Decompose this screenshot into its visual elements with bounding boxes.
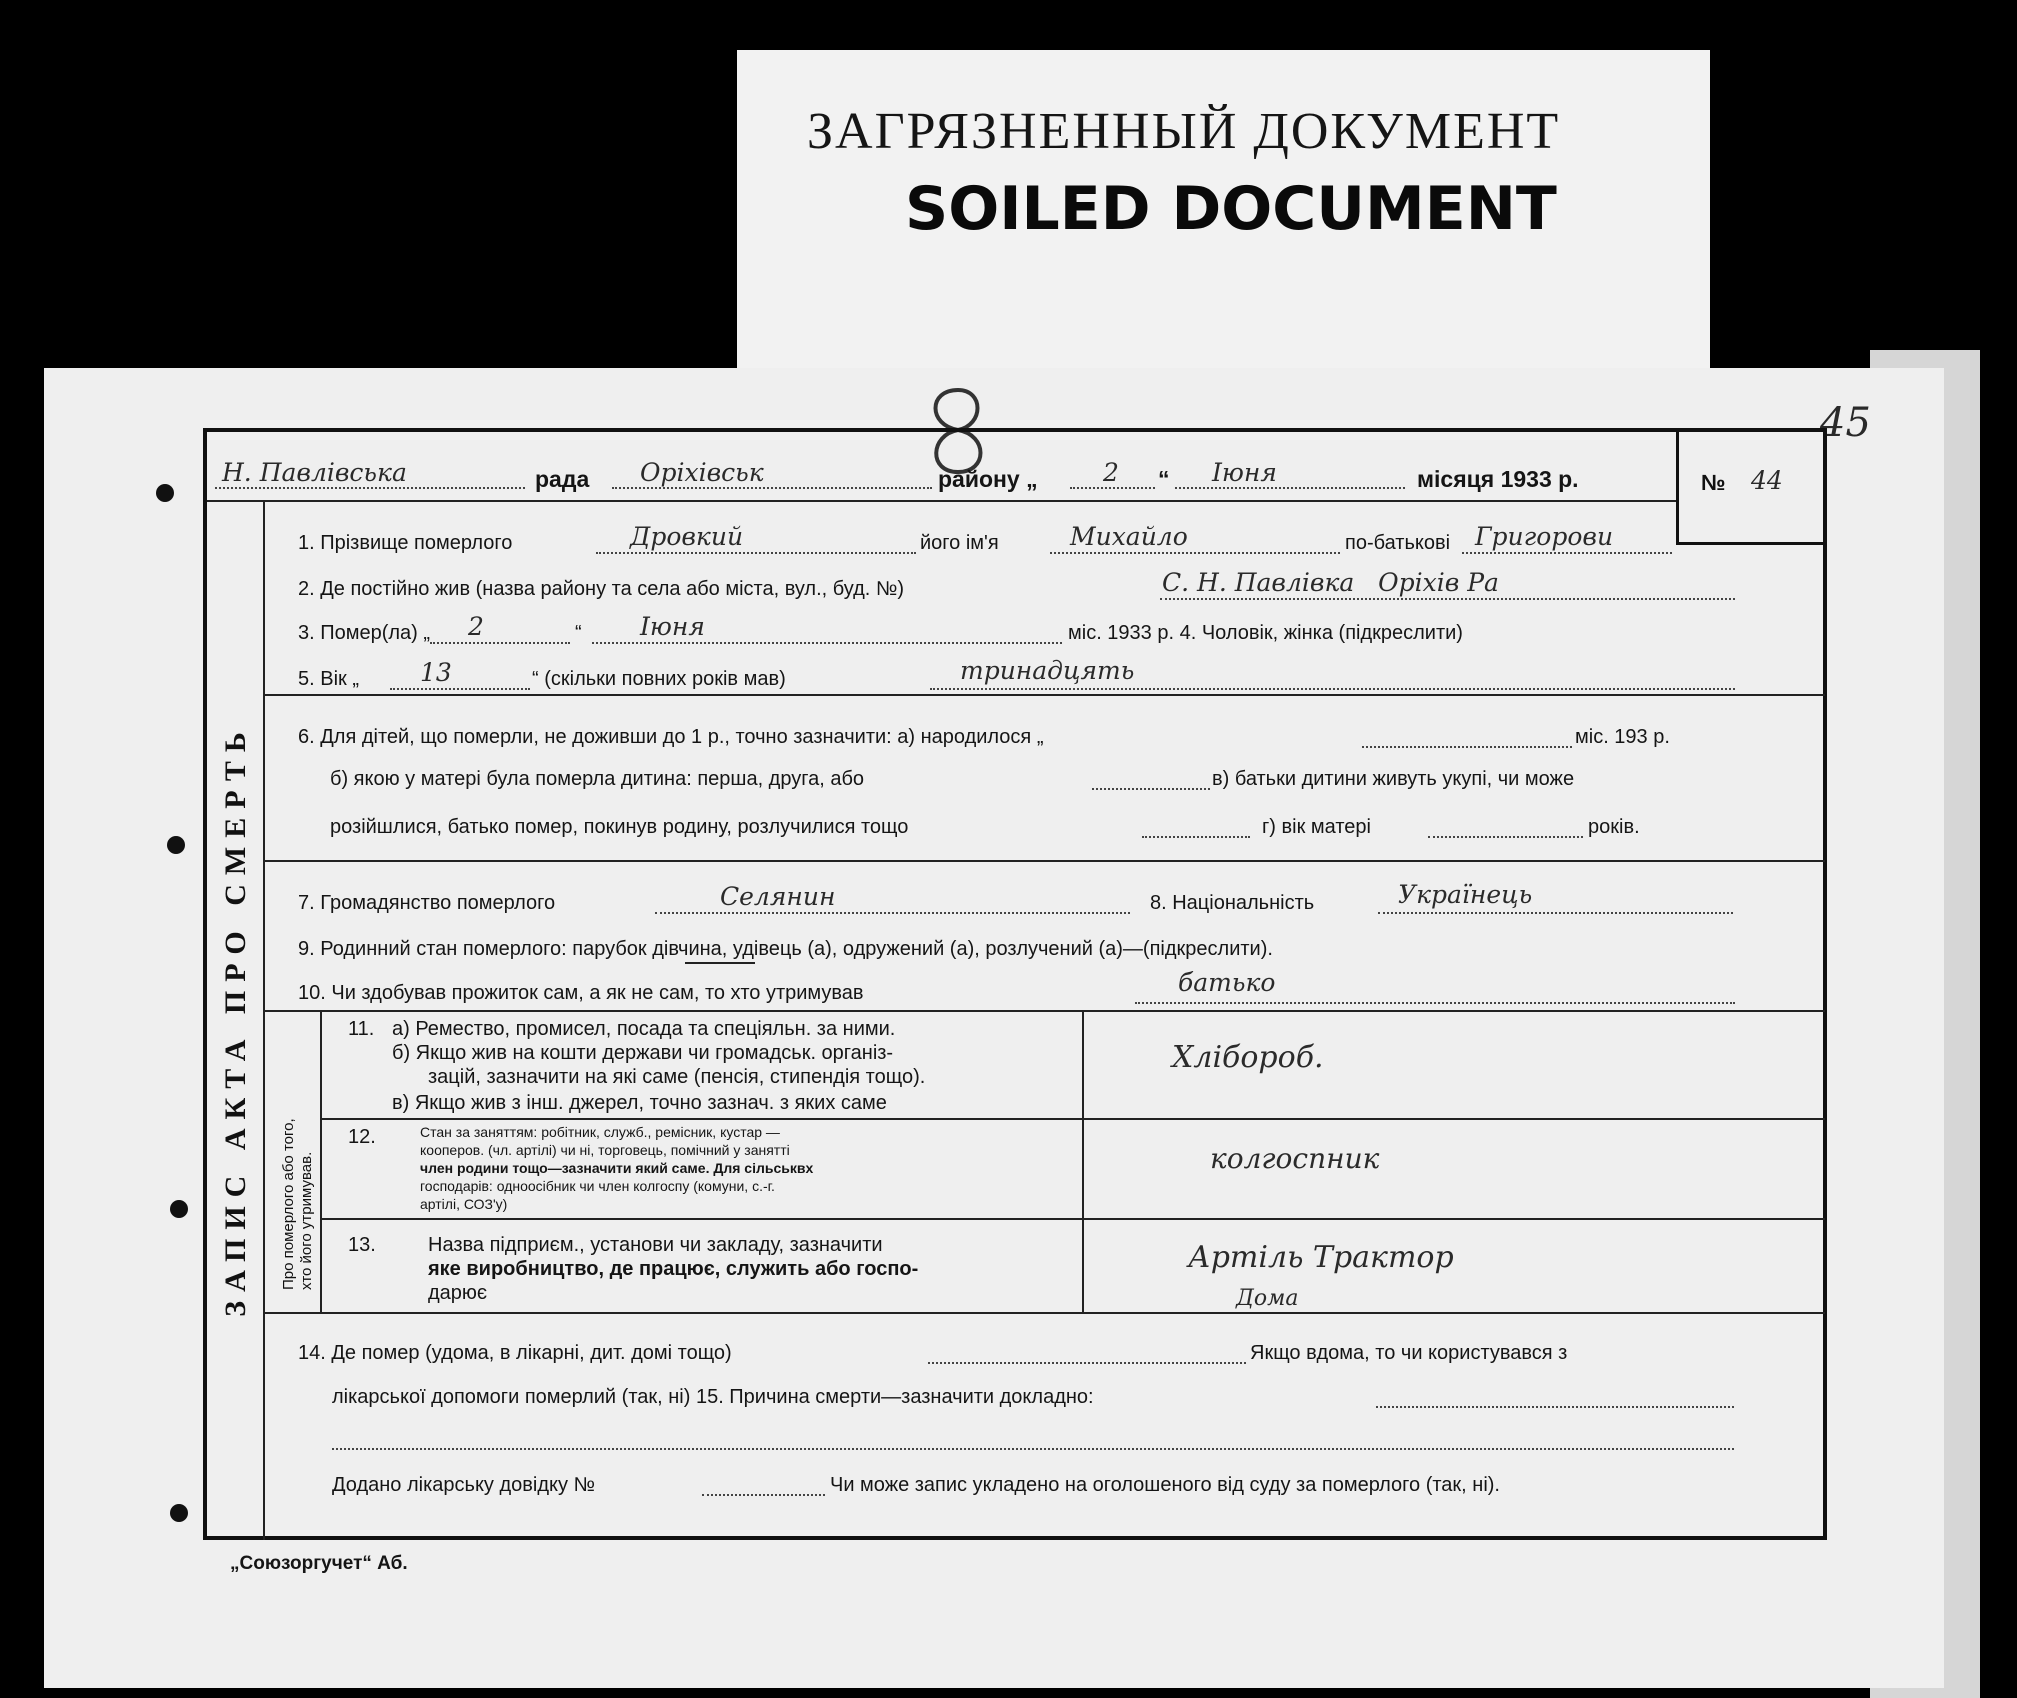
underline-mark bbox=[685, 962, 755, 964]
occupation-handwritten: Хлібороб. bbox=[1172, 1040, 1324, 1075]
district-label: району „ bbox=[938, 466, 1038, 492]
note-english: SOILED DOCUMENT bbox=[905, 174, 1557, 244]
day-handwritten: 2 bbox=[1103, 458, 1119, 487]
field-14-15-line-2: лікарської допомоги померлий (так, ні) 15. Причина смерти—зазначити докладно: bbox=[332, 1386, 1094, 1408]
field-7-label: 7. Громадянство померлого bbox=[298, 892, 556, 914]
record-number: 44 bbox=[1751, 466, 1783, 495]
field-6-line-3a: розійшлися, батько помер, покинув родину, розлучилися тощо bbox=[330, 816, 909, 838]
punch-hole bbox=[167, 836, 185, 854]
council-handwritten: Н. Павлівська bbox=[222, 458, 407, 487]
field-8-label: 8. Національність bbox=[1150, 892, 1315, 914]
note-russian: ЗАГРЯЗНЕННЫЙ ДОКУМЕНТ bbox=[807, 103, 1561, 160]
row-12-line-2: кооперов. (чл. артілі) чи ні, торговець, помічний у занятті bbox=[420, 1142, 790, 1158]
punch-hole bbox=[156, 484, 174, 502]
field-6-line-2b: в) батьки дитини живуть укупі, чи може bbox=[1212, 768, 1575, 790]
field-9-label: 9. Родинний стан померлого: парубок дівчина, удівець (а), одружений (а), розлучений (а)—(підкреслити). bbox=[298, 938, 1273, 960]
row-12-line-5: артілі, СОЗ'у) bbox=[420, 1196, 508, 1212]
table-side-label: Про померлого або того, хто його утримував. bbox=[280, 1118, 315, 1290]
field-14-line-1a: 14. Де помер (удома, в лікарні, дит. домі тощо) bbox=[298, 1342, 732, 1364]
field-6-line-1: 6. Для дітей, що померли, не доживши до 1 р., точно зазначити: а) народилося „ bbox=[298, 726, 1044, 748]
month-handwritten: Іюня bbox=[1212, 458, 1277, 487]
court-declared: Чи може запис укладено на оголошеного від суду за померлого (так, ні). bbox=[830, 1474, 1500, 1496]
field-10-label: 10. Чи здобував прожиток сам, а як не сам, то хто утримував bbox=[298, 982, 864, 1004]
provider-handwritten: батько bbox=[1178, 968, 1276, 997]
patronymic-handwritten: Григорови bbox=[1475, 522, 1614, 551]
row-13-line-1: Назва підприєм., установи чи закладу, зазначити bbox=[428, 1234, 883, 1256]
field-14-line-1b: Якщо вдома, то чи користувався з bbox=[1250, 1342, 1568, 1364]
citizenship-handwritten: Селянин bbox=[720, 882, 836, 911]
row-11b-2: зацій, зазначити на які саме (пенсія, стипендія тощо). bbox=[428, 1066, 926, 1088]
field-6-line-2a: б) якою у матері була померла дитина: перша, друга, або bbox=[330, 768, 865, 790]
header-rule bbox=[207, 500, 1677, 502]
workplace-handwritten-2: Дома bbox=[1236, 1286, 1299, 1311]
row-11a: а) Ремество, промисел, посада та спеціяльн. за ними. bbox=[392, 1018, 896, 1040]
council-label: рада bbox=[535, 466, 590, 492]
printer-footer: „Союзоргучет“ Аб. bbox=[230, 1553, 408, 1574]
death-day-handwritten: 2 bbox=[468, 612, 484, 641]
punch-hole bbox=[170, 1504, 188, 1522]
field-2-label: 2. Де постійно жив (назва району та села або міста, вул., буд. №) bbox=[298, 578, 905, 600]
age-handwritten: 13 bbox=[420, 658, 452, 687]
row-11c: в) Якщо жив з інш. джерел, точно зазнач. з яких саме bbox=[392, 1092, 887, 1114]
field-3-label: 3. Помер(ла) „ bbox=[298, 622, 431, 644]
row-13-line-2: яке виробництво, де працює, служить або госпо- bbox=[428, 1258, 919, 1280]
row-12-line-1: Стан за заняттям: робітник, служб., ремісник, кустар — bbox=[420, 1124, 780, 1140]
attach-certificate: Додано лікарську довідку № bbox=[332, 1474, 595, 1496]
corner-page-number: 45 bbox=[1820, 400, 1871, 446]
row-11b-1: б) Якщо жив на кошти держави чи громадськ. організ- bbox=[392, 1042, 894, 1064]
surname-handwritten: Дровкий bbox=[630, 522, 744, 551]
residence-handwritten: С. Н. Павлівка Оріхів Ра bbox=[1162, 568, 1499, 597]
name-handwritten: Михайло bbox=[1070, 522, 1188, 551]
death-month-handwritten: Іюня bbox=[640, 612, 705, 641]
status-handwritten: колгоспник bbox=[1210, 1142, 1380, 1175]
age-words-handwritten: тринадцять bbox=[960, 656, 1135, 685]
record-number-box: № 44 bbox=[1676, 430, 1826, 545]
punch-hole bbox=[170, 1200, 188, 1218]
row-12-line-4: господарів: одноосібник чи член колгоспу (комуни, с.-г. bbox=[420, 1178, 775, 1194]
month-label: місяця 1933 р. bbox=[1417, 466, 1579, 492]
row-13-line-3: дарює bbox=[428, 1282, 488, 1304]
side-title: ЗАПИС АКТА ПРО СМЕРТЬ bbox=[219, 723, 252, 1317]
field-5-label: 5. Вік „ bbox=[298, 668, 359, 690]
row-12-line-3: член родини тощо—зазначити який саме. Для сільськвх bbox=[420, 1160, 814, 1176]
district-handwritten: Оріхівськ bbox=[640, 458, 764, 487]
nationality-handwritten: Українець bbox=[1398, 880, 1533, 909]
field-1-label: 1. Прізвище померлого bbox=[298, 532, 513, 554]
soiled-document-note bbox=[737, 50, 1710, 370]
workplace-handwritten: Артіль Трактор bbox=[1188, 1240, 1454, 1275]
